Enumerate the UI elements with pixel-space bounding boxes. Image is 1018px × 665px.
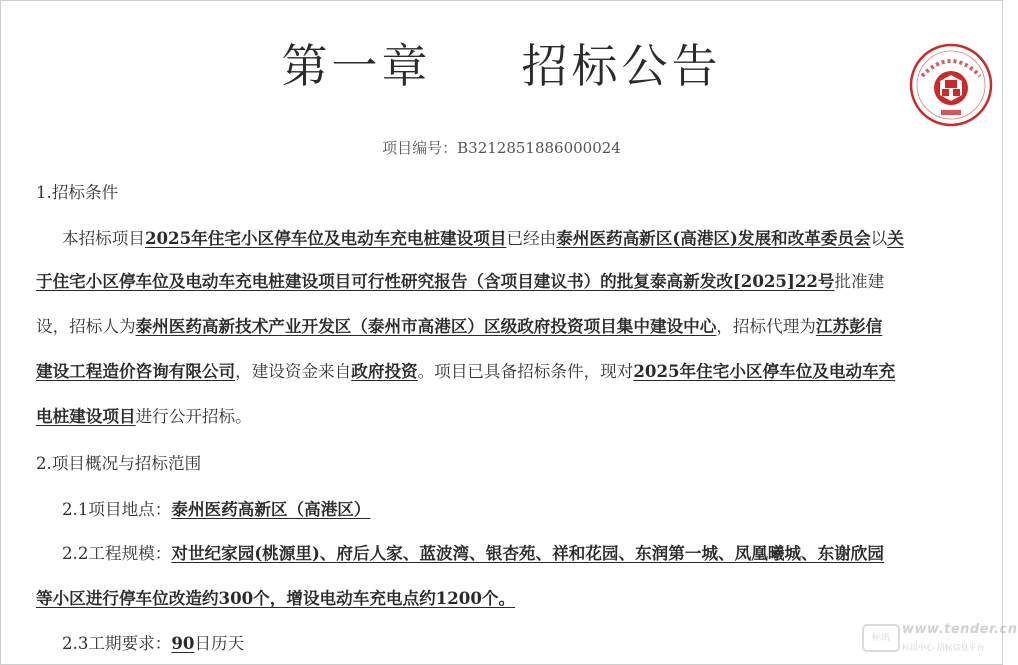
agent-name: 江苏彭信 bbox=[815, 316, 883, 336]
project-name: 2025年住宅小区停车位及电动车充电桩建设项目 bbox=[144, 228, 507, 248]
project-name: 2025年住宅小区停车位及电动车充 bbox=[633, 361, 896, 381]
tenderer-name: 泰州医药高新技术产业开发区（泰州市高港区）区级政府投资项目集中建设中心 bbox=[135, 316, 717, 336]
text-run: ，建设资金来自 bbox=[235, 362, 352, 381]
agent-name: 建设工程造价咨询有限公司 bbox=[36, 361, 236, 381]
location-line bbox=[62, 497, 370, 522]
field-label: 2.3工期要求： bbox=[62, 634, 172, 653]
section-heading: 1.招标条件 bbox=[36, 183, 119, 202]
field-label: 2.2工程规模： bbox=[62, 544, 172, 563]
scale-line bbox=[36, 586, 515, 611]
duration-unit: 日历天 bbox=[194, 634, 245, 653]
text-run: ，招标代理为 bbox=[716, 317, 816, 336]
paragraph-line bbox=[36, 404, 252, 429]
paragraph-line bbox=[36, 314, 882, 339]
approval-authority: 泰州医药高新区(高港区)发展和改革委员会 bbox=[556, 228, 871, 248]
text-run: 。项目已具备招标条件，现对 bbox=[417, 362, 634, 381]
chapter-name: 招标公告 bbox=[521, 39, 722, 93]
paragraph-line bbox=[62, 226, 904, 251]
text-run: 已经由 bbox=[506, 229, 557, 248]
project-name: 电桩建设项目 bbox=[36, 406, 136, 426]
duration-line bbox=[62, 631, 244, 656]
project-number: 项目编号：B3212851886000024 bbox=[382, 139, 621, 157]
text-run: 进行公开招标。 bbox=[135, 407, 252, 426]
text-run: 本招标项目 bbox=[62, 229, 145, 248]
watermark-badge: 标讯 bbox=[862, 624, 900, 652]
funding-source: 政府投资 bbox=[351, 361, 418, 381]
location-value: 泰州医药高新区（高港区） bbox=[171, 499, 371, 519]
scale-value: 对世纪家园(桃源里)、府后人家、蓝波湾、银杏苑、祥和花园、东润第一城、凤凰曦城、东谢欣园 bbox=[171, 543, 884, 563]
duration-value: 90 bbox=[171, 633, 195, 653]
official-seal-stamp bbox=[908, 42, 994, 128]
watermark-slogan: 标讯中心 招标信息平台 bbox=[902, 643, 985, 652]
watermark bbox=[862, 620, 1018, 660]
approval-document: 于住宅小区停车位及电动车充电桩建设项目可行性研究报告（含项目建议书）的批复泰高新发改[2025]22号 bbox=[36, 271, 835, 291]
paragraph-line bbox=[36, 359, 895, 384]
scale-line bbox=[62, 541, 884, 566]
paragraph-line bbox=[36, 269, 884, 294]
text-run: 以 bbox=[870, 229, 888, 248]
text-run: 批准建 bbox=[834, 272, 885, 291]
approval-document: 关 bbox=[887, 228, 904, 248]
watermark-site: www.tender.cn bbox=[902, 622, 1018, 637]
chapter-title bbox=[0, 30, 1003, 96]
section-heading: 2.项目概况与招标范围 bbox=[36, 454, 202, 473]
scale-value: 等小区进行停车位改造约300个，增设电动车充电点约1200个。 bbox=[36, 588, 516, 608]
field-label: 2.1项目地点： bbox=[62, 500, 172, 519]
text-run: 设，招标人为 bbox=[36, 317, 136, 336]
chapter-number: 第一章 bbox=[281, 39, 432, 93]
